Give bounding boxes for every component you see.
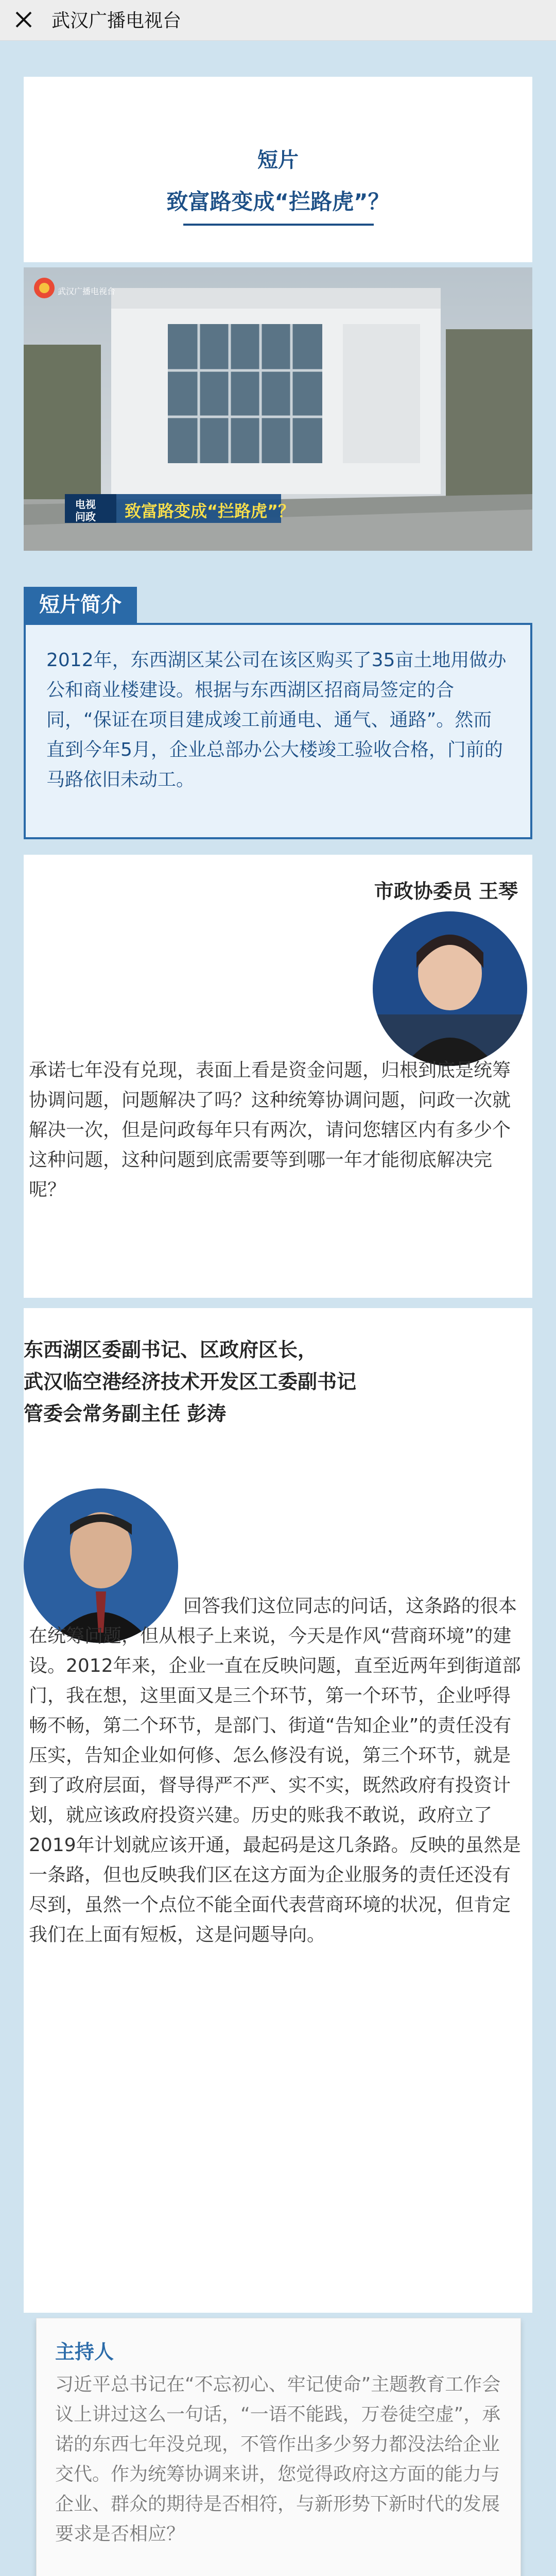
intro-box xyxy=(24,623,532,839)
question-card xyxy=(24,855,532,1298)
article-content[interactable] xyxy=(0,41,556,2576)
answer1-speaker-line2: 武汉临空港经济技术开发区工委副书记 xyxy=(24,1370,357,1393)
video-caption: 致富路变成“拦路虎”？ xyxy=(125,501,295,521)
questioner-avatar xyxy=(373,911,527,1066)
video-logo-text: 武汉广播电视台 xyxy=(58,286,116,296)
video-thumbnail[interactable] xyxy=(24,267,532,551)
host-card xyxy=(36,2318,521,2576)
video-tag-bottom: 问政 xyxy=(75,511,96,523)
article-category: 短片 xyxy=(257,148,299,172)
intro-text: 2012年，东西湖区某公司在该区购买了35亩土地用做办公和商业楼建设。根据与东西湖区招商局签定的合同，“保证在项目建成竣工前通电、通气、通路”。然而直到今年5月，企业总部办公大楼竣工验收合格，门前的马路依旧未动工。 xyxy=(46,650,507,790)
page-title: 武汉广播电视台 xyxy=(51,10,182,31)
answer1-speaker-line3: 管委会常务副主任 彭涛 xyxy=(24,1402,227,1425)
section-title-intro: 短片简介 xyxy=(24,587,137,623)
questioner-name: 市政协委员 王琴 xyxy=(374,880,518,903)
article-header xyxy=(24,77,532,262)
answer-card-1 xyxy=(24,1308,532,2313)
video-tag-top: 电视 xyxy=(75,498,96,511)
top-bar xyxy=(0,0,556,41)
answer1-speaker-line1: 东西湖区委副书记、区政府区长， xyxy=(24,1338,318,1361)
answer1-text: 回答我们这位同志的问话，这条路的很本在统筹问题，但从根子上来说，今天是作风“营商环境”的建设。2012年来，企业一直在反映问题，直至近两年到街道部门，我在想，这里面又是三个环节，第一个环节，企业呼得畅不畅，第二个环节，是部门、街道“告知企业”的责任没有压实，告知企业如何修、怎么修没有说，第三个环节，就是到了政府层面，督导得严不严、实不实，既然政府有投资计划，就应该政府投资兴建。历史的账我不敢说，政府立了2019年计划就应该开通，最起码是这几条路。反映的虽然是一条路，但也反映我们区在这方面为企业服务的责任还没有尽到，虽然一个点位不能全面代表营商环境的状况，但肯定我们在上面有短板，这是问题导向。 xyxy=(29,1596,521,1945)
article-headline: 致富路变成“拦路虎”？ xyxy=(166,189,390,214)
headline-underline xyxy=(183,224,374,226)
host-text: 习近平总书记在“不忘初心、牢记使命”主题教育工作会议上讲过这么一句话，“一语不能践，万卷徒空虚”，承诺的东西七年没兑现，不管作出多少努力都没法给企业交代。作为统筹协调来讲，您觉得政府这方面的能力与企业、群众的期待是否相符，与新形势下新时代的发展要求是否相应？ xyxy=(55,2374,501,2545)
question-text: 承诺七年没有兑现，表面上看是资金问题，归根到底是统筹协调问题，问题解决了吗？这种统筹协调问题，问政一次就解决一次，但是问政每年只有两次，请问您辖区内有多少个这种问题，这种问题到底需要等到哪一年才能彻底解决完呢？ xyxy=(29,1060,511,1200)
host-label: 主持人 xyxy=(55,2341,114,2363)
close-icon[interactable] xyxy=(11,7,36,32)
